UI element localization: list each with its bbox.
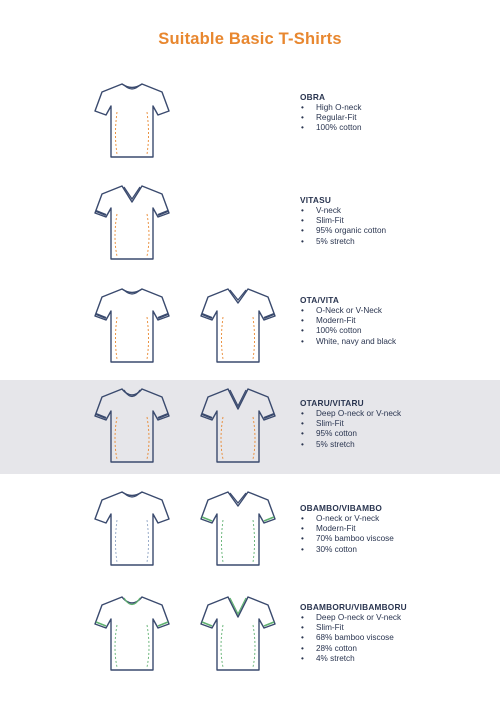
product-row-obra: [0, 70, 500, 170]
feature-item: • Modern-Fit: [300, 316, 396, 326]
feature-list: [300, 206, 386, 247]
feature-item: • 68% bamboo viscose: [300, 633, 407, 643]
feature-item: • 100% cotton: [300, 326, 396, 336]
feature-item: • 28% cotton: [300, 644, 407, 654]
feature-item: • Slim-Fit: [300, 216, 386, 226]
feature-item: • O-Neck or V-Neck: [300, 306, 396, 316]
feature-item: • 5% stretch: [300, 237, 386, 247]
feature-item: • Regular-Fit: [300, 113, 362, 123]
product-name: OTARU/VITARU: [300, 398, 364, 408]
feature-item: • High O-neck: [300, 103, 362, 113]
feature-item: • Deep O-neck or V-neck: [300, 613, 407, 623]
v-neck-tshirt-icon: [198, 488, 278, 568]
product-name: OBAMBO/VIBAMBO: [300, 503, 383, 513]
deep-o-neck-tshirt-icon: [92, 593, 172, 673]
feature-item: • V-neck: [300, 206, 386, 216]
feature-item: • Modern-Fit: [300, 524, 394, 534]
product-row-ota-vita: [0, 275, 500, 380]
feature-item: • 30% cotton: [300, 545, 394, 555]
product-name: OBRA: [300, 92, 326, 102]
product-row-obamboru-vibamboru: [0, 588, 500, 698]
feature-list: [300, 103, 362, 134]
feature-item: • Slim-Fit: [300, 419, 401, 429]
o-neck-tshirt-icon: [92, 488, 172, 568]
product-row-vitasu: [0, 170, 500, 275]
feature-item: • 4% stretch: [300, 654, 407, 664]
v-neck-tshirt-icon: [92, 182, 172, 262]
deep-v-neck-tshirt-icon: [198, 385, 278, 465]
product-name: VITASU: [300, 195, 332, 205]
o-neck-tshirt-icon: [92, 80, 172, 160]
feature-item: • White, navy and black: [300, 337, 396, 347]
deep-v-neck-tshirt-icon: [198, 593, 278, 673]
feature-list: [300, 613, 407, 664]
feature-item: • O-neck or V-neck: [300, 514, 394, 524]
product-name: OTA/VITA: [300, 295, 340, 305]
feature-item: • 70% bamboo viscose: [300, 534, 394, 544]
feature-item: • 5% stretch: [300, 440, 401, 450]
product-row-otaru-vitaru: [0, 380, 500, 474]
deep-o-neck-tshirt-icon: [92, 385, 172, 465]
o-neck-tshirt-icon: [92, 285, 172, 365]
feature-list: [300, 409, 401, 450]
feature-item: • 100% cotton: [300, 123, 362, 133]
product-name: OBAMBORU/VIBAMBORU: [300, 602, 407, 612]
feature-list: [300, 306, 396, 347]
feature-item: • 95% organic cotton: [300, 226, 386, 236]
v-neck-tshirt-icon: [198, 285, 278, 365]
product-row-obambo-vibambo: [0, 478, 500, 588]
feature-item: • Slim-Fit: [300, 623, 407, 633]
feature-list: [300, 514, 394, 555]
feature-item: • 95% cotton: [300, 429, 401, 439]
feature-item: • Deep O-neck or V-neck: [300, 409, 401, 419]
page-title: Suitable Basic T-Shirts: [158, 30, 342, 48]
